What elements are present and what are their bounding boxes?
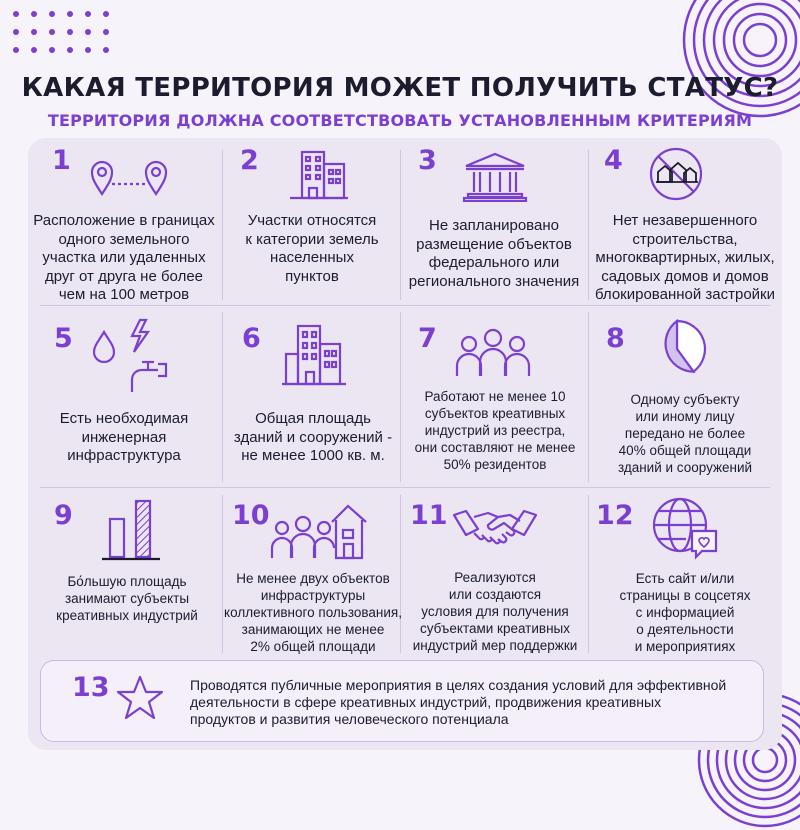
text-line: Работают не менее 10: [424, 389, 566, 404]
divider: [588, 312, 589, 482]
text-line: индустрий мер поддержки: [412, 638, 578, 653]
text-line: многоквартирных, жилых,: [595, 249, 775, 266]
text-line: пунктов: [285, 267, 339, 285]
text-line: блокированной застройки: [595, 286, 775, 303]
text-line: индустрий из реестра,: [424, 423, 566, 438]
text-line: к категории земель: [245, 230, 379, 248]
text-line: Бо́льшую площадь: [67, 574, 187, 589]
handshake-icon: [452, 507, 538, 549]
text-line: зданий и сооружений -: [233, 428, 393, 446]
text-line: Нет незавершенного: [612, 212, 758, 229]
office-building-icon: [282, 324, 348, 386]
no-houses-icon: [648, 146, 704, 202]
text-line: одного земельного: [58, 230, 190, 248]
text-line: деятельности в сфере креативных индустрий, продвижения креативных: [190, 694, 662, 710]
criterion-number: 10: [232, 500, 270, 531]
criterion-text: [224, 570, 402, 655]
text-line: креативных индустрий: [56, 608, 198, 623]
criterion-number: 5: [54, 323, 73, 354]
criterion-number: 3: [418, 145, 437, 176]
divider: [222, 495, 223, 653]
criterion-number: 12: [596, 500, 634, 531]
criterion-text: [30, 212, 218, 305]
text-line: субъектами креативных: [420, 621, 570, 636]
text-line: занимают субъекты: [64, 591, 190, 606]
text-line: занимающих не менее: [241, 622, 385, 637]
divider: [222, 150, 223, 300]
text-line: инфраструктура: [67, 447, 181, 464]
divider: [400, 150, 401, 300]
text-line: друг от друга не более: [44, 267, 204, 285]
people-group-icon: [454, 328, 532, 378]
criterion-number: 2: [240, 145, 259, 176]
text-line: они составляют не менее: [414, 440, 576, 455]
criterion-text: [592, 212, 778, 305]
divider: [40, 305, 770, 306]
criterion-number: 9: [54, 500, 73, 531]
text-line: инженерная: [81, 428, 167, 446]
text-line: и мероприятиях: [634, 639, 736, 654]
divider: [40, 487, 770, 488]
text-line: зданий и сооружений: [617, 460, 753, 475]
criterion-text: [226, 212, 398, 286]
text-line: Не запланировано: [429, 217, 559, 234]
text-line: или иному лицу: [635, 409, 735, 424]
text-line: Участки относятся: [247, 212, 377, 229]
text-line: страницы в соцсетях: [619, 588, 751, 603]
text-line: федерального или: [428, 254, 560, 271]
text-line: размещение объектов: [416, 235, 572, 253]
text-line: коллективного пользования,: [224, 605, 402, 620]
text-line: или создаются: [448, 587, 542, 602]
text-line: Есть необходимая: [59, 410, 189, 427]
text-line: населенных: [270, 249, 354, 266]
divider: [588, 150, 589, 300]
criterion-number: 13: [72, 672, 110, 703]
text-line: Проводятся публичные мероприятия в целях создания условий для эффективной: [190, 677, 727, 693]
text-line: с информацией: [635, 605, 735, 620]
criterion-number: 11: [410, 500, 448, 531]
location-route-icon: [90, 158, 168, 198]
government-building-icon: [462, 152, 528, 202]
text-line: Расположение в границах: [33, 212, 215, 229]
divider: [400, 312, 401, 482]
criterion-number: 1: [52, 145, 71, 176]
text-line: регионального значения: [408, 272, 580, 290]
text-line: не менее 1000 кв. м.: [241, 447, 385, 464]
text-line: передано не более: [624, 426, 746, 441]
criterion-number: 7: [418, 323, 437, 354]
criterion-text: [402, 388, 588, 473]
criterion-text: [34, 573, 220, 624]
text-line: продуктов и развития человеческого потенциала: [190, 711, 509, 727]
text-line: Общая площадь: [255, 410, 371, 427]
footer-criterion-text: [190, 677, 750, 728]
people-house-icon: [270, 500, 370, 560]
building-icon: [288, 150, 350, 200]
criterion-number: 4: [604, 145, 623, 176]
criterion-text: [592, 391, 778, 476]
page-subtitle: ТЕРРИТОРИЯ ДОЛЖНА СООТВЕТСТВОВАТЬ УСТАНОВЛЕННЫМ КРИТЕРИЯМ: [47, 111, 753, 130]
divider: [222, 312, 223, 482]
text-line: 2% общей площади: [250, 639, 376, 654]
criterion-text: [30, 410, 218, 466]
pie-chart-icon: [646, 318, 708, 380]
criterion-text: [400, 569, 590, 654]
criterion-text: [402, 217, 586, 291]
text-line: субъектов креативных: [424, 406, 566, 421]
text-line: Реализуются: [454, 570, 536, 585]
decorative-dots: [12, 10, 112, 58]
criterion-number: 6: [242, 323, 261, 354]
globe-chat-icon: [650, 495, 720, 561]
text-line: условия для получения: [421, 604, 569, 619]
text-line: Одному субъекту: [630, 392, 740, 407]
text-line: 40% общей площади: [618, 443, 752, 458]
text-line: 50% резидентов: [443, 457, 547, 472]
text-line: инфраструктуры: [260, 588, 366, 603]
criterion-text: [226, 410, 400, 466]
star-icon: [116, 675, 164, 721]
utilities-icon: [88, 318, 170, 392]
bar-chart-icon: [100, 497, 162, 561]
text-line: участка или удаленных: [42, 249, 206, 266]
text-line: садовых домов и домов: [601, 267, 769, 285]
text-line: чем на 100 метров: [58, 286, 190, 303]
criterion-text: [592, 570, 778, 655]
text-line: Не менее двух объектов: [236, 571, 390, 586]
text-line: строительства,: [632, 230, 738, 248]
criterion-number: 8: [606, 323, 625, 354]
page-title: КАКАЯ ТЕРРИТОРИЯ МОЖЕТ ПОЛУЧИТЬ СТАТУС?: [21, 73, 779, 103]
text-line: Есть сайт и/или: [635, 571, 735, 586]
text-line: о деятельности: [636, 622, 734, 637]
